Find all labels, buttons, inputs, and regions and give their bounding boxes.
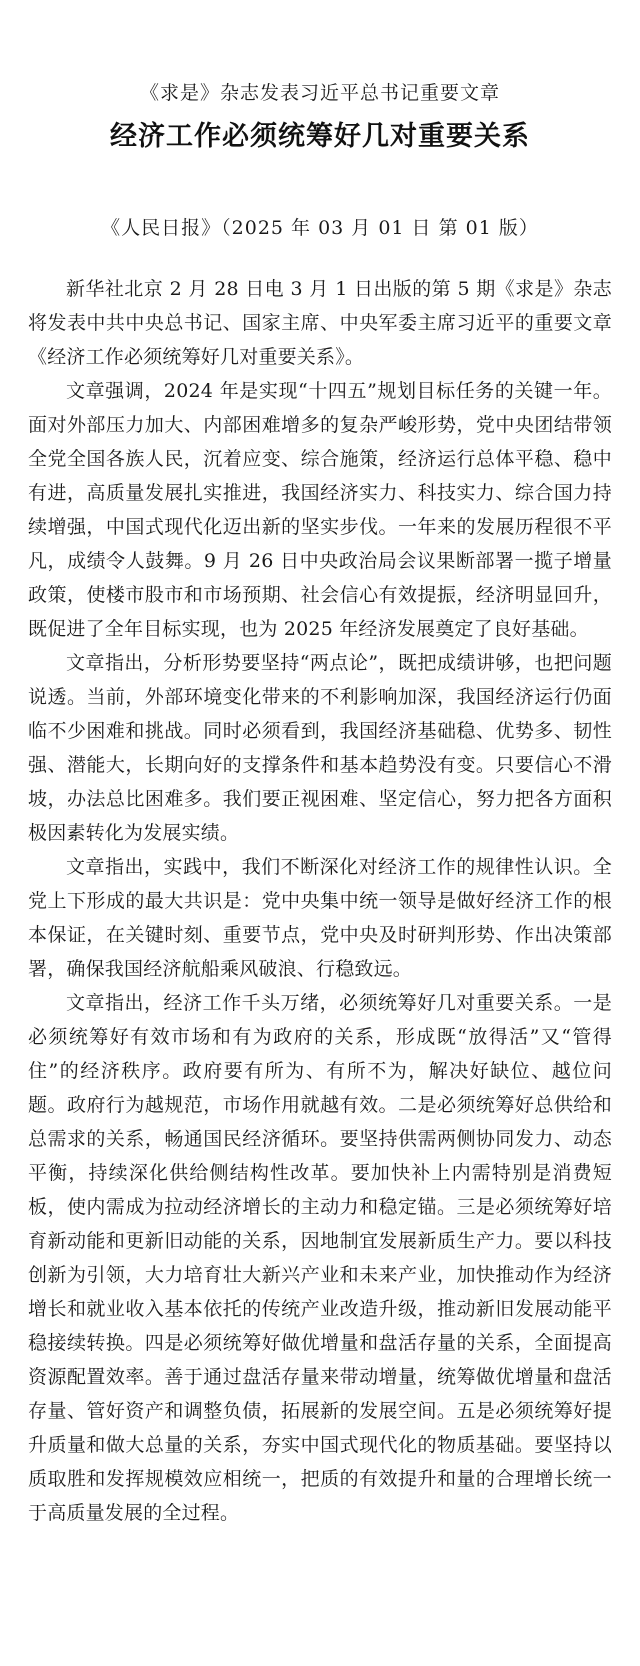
- article-body: [28, 272, 612, 1530]
- article-source: 《人民日报》（2025 年 03 月 01 日 第 01 版）: [101, 217, 539, 239]
- paragraph-5: 文章指出，经济工作千头万绪，必须统筹好几对重要关系。一是必须统筹好有效市场和有为政府的关系，形成既“放得活”又“管得住”的经济秩序。政府要有所为、有所不为，解决好缺位、越位问题。政府行为越规范，市场作用就越有效。二是必须统筹好总供给和总需求的关系，畅通国民经济循环。要坚持供需两侧协同发力、动态平衡，持续深化供给侧结构性改革。要加快补上内需特别是消费短板，使内需成为拉动经济增长的主动力和稳定锚。三是必须统筹好培育新动能和更新旧动能的关系，因地制宜发展新质生产力。要以科技创新为引领，大力培育壮大新兴产业和未来产业，加快推动作为经济增长和就业收入基本依托的传统产业改造升级，推动新旧发展动能平稳接续转换。四是必须统筹好做优增量和盘活存量的关系，全面提高资源配置效率。善于通过盘活存量来带动增量，统筹做优增量和盘活存量、管好资产和调整负债，拓展新的发展空间。五是必须统筹好提升质量和做大总量的关系，夯实中国式现代化的物质基础。要坚持以质取胜和发挥规模效应相统一，把质的有效提升和量的合理增长统一于高质量发展的全过程。: [28, 992, 612, 1524]
- article-subtitle: 《求是》杂志发表习近平总书记重要文章: [139, 82, 500, 104]
- article-title: 经济工作必须统筹好几对重要关系: [110, 121, 530, 152]
- paragraph-4: 文章指出，实践中，我们不断深化对经济工作的规律性认识。全党上下形成的最大共识是：党中央集中统一领导是做好经济工作的根本保证，在关键时刻、重要节点，党中央及时研判形势、作出决策部署，确保我国经济航船乘风破浪、行稳致远。: [28, 856, 612, 980]
- paragraph-2: 文章强调，2024 年是实现“十四五”规划目标任务的关键一年。面对外部压力加大、内部困难增多的复杂严峻形势，党中央团结带领全党全国各族人民，沉着应变、综合施策，经济运行总体平稳、稳中有进，高质量发展扎实推进，我国经济实力、科技实力、综合国力持续增强，中国式现代化迈出新的坚实步伐。一年来的发展历程很不平凡，成绩令人鼓舞。9 月 26 日中央政治局会议果断部署一揽子增量政策，使楼市股市和市场预期、社会信心有效提振，经济明显回升，既促进了全年目标实现，也为 2025 年经济发展奠定了良好基础。: [28, 380, 612, 640]
- paragraph-1: 新华社北京 2 月 28 日电 3 月 1 日出版的第 5 期《求是》杂志将发表中共中央总书记、国家主席、中央军委主席习近平的重要文章《经济工作必须统筹好几对重要关系》。: [28, 278, 612, 368]
- paragraph-3: 文章指出，分析形势要坚持“两点论”，既把成绩讲够，也把问题说透。当前，外部环境变化带来的不利影响加深，我国经济运行仍面临不少困难和挑战。同时必须看到，我国经济基础稳、优势多、韧性强、潜能大，长期向好的支撑条件和基本趋势没有变。只要信心不滑坡，办法总比困难多。我们要正视困难、坚定信心，努力把各方面积极因素转化为发展实绩。: [28, 652, 612, 844]
